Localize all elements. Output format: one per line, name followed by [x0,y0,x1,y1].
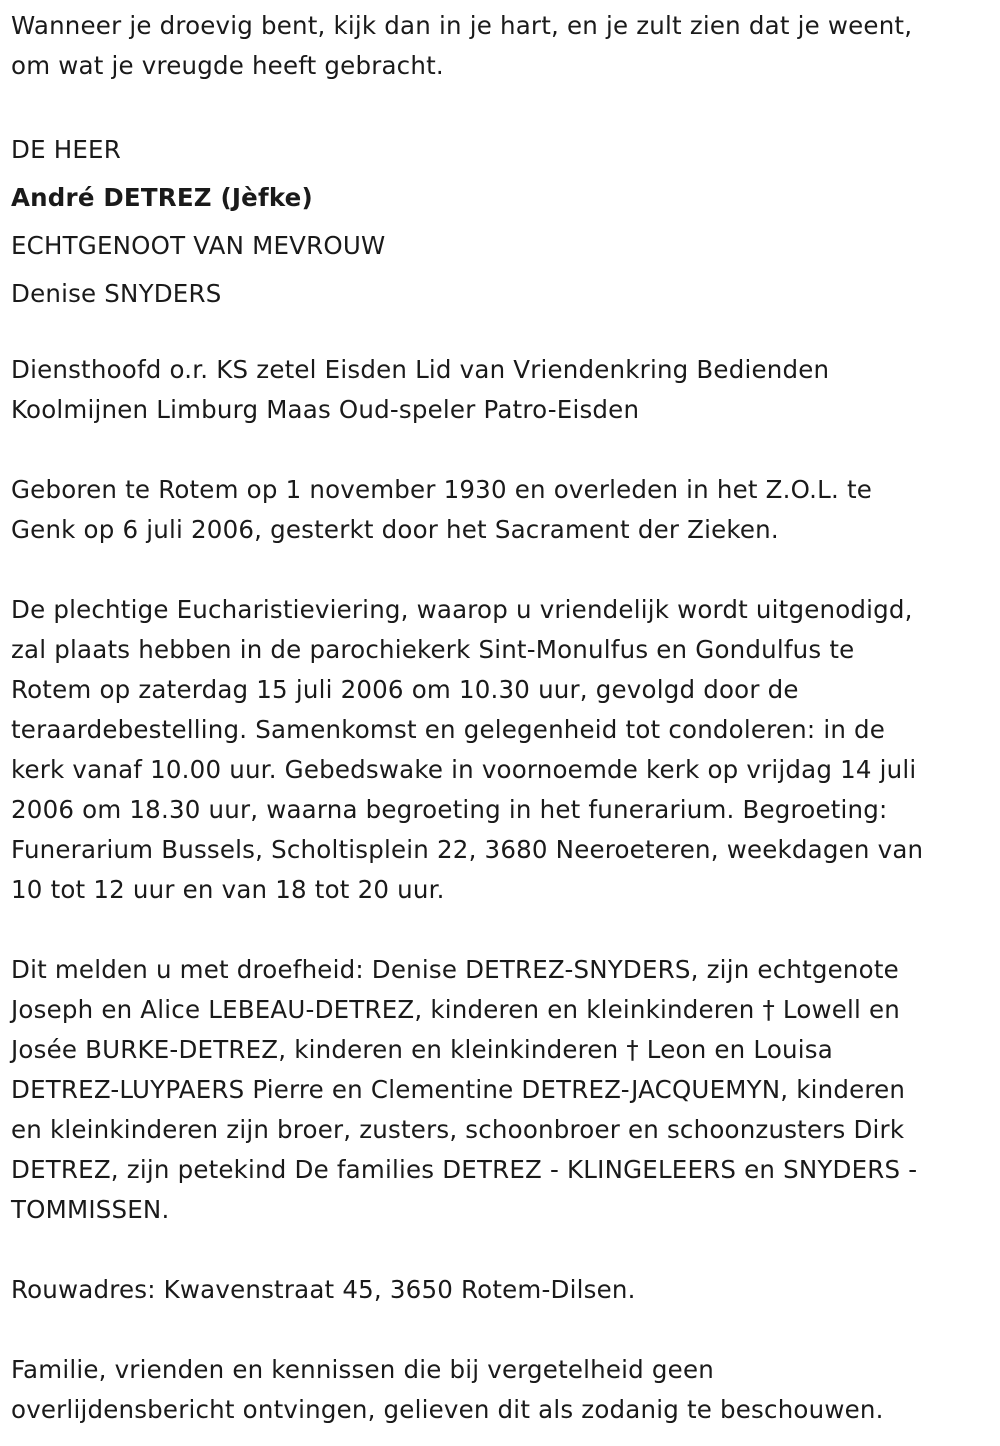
quote-line: Wanneer je droevig bent, kijk dan in je hart, en je zult zien dat je weent, [11,11,913,40]
obituary-page [11,6,986,1430]
closing-paragraph [11,1350,986,1430]
birth-death-line: Geboren te Rotem op 1 november 1930 en overleden in het Z.O.L. te [11,475,873,504]
opening-quote [11,6,986,86]
family-line: Dit melden u met droefheid: Denise DETREZ-SNYDERS, zijn echtgenote [11,955,899,984]
address-line: Rouwadres: Kwavenstraat 45, 3650 Rotem-Dilsen. [11,1275,636,1304]
birth-death-paragraph [11,470,986,550]
ceremony-line: 10 tot 12 uur en van 18 tot 20 uur. [11,875,445,904]
ceremony-line: De plechtige Eucharistieviering, waarop u vriendelijk wordt uitgenodigd, [11,595,913,624]
roles-line: Diensthoofd o.r. KS zetel Eisden Lid van Vriendenkring Bedienden [11,355,830,384]
relation-line: ECHTGENOOT VAN MEVROUW [11,231,386,260]
ceremony-line: 2006 om 18.30 uur, waarna begroeting in het funerarium. Begroeting: [11,795,888,824]
family-line: TOMMISSEN. [11,1195,170,1224]
title-line: DE HEER [11,135,121,164]
ceremony-line: Rotem op zaterdag 15 juli 2006 om 10.30 uur, gevolgd door de [11,675,799,704]
ceremony-line: Funerarium Bussels, Scholtisplein 22, 3680 Neeroeteren, weekdagen van [11,835,924,864]
ceremony-line: teraardebestelling. Samenkomst en gelegenheid tot condoleren: in de [11,715,886,744]
family-line: DETREZ-LUYPAERS Pierre en Clementine DETREZ-JACQUEMYN, kinderen [11,1075,906,1104]
family-line: Joseph en Alice LEBEAU-DETREZ, kinderen en kleinkinderen † Lowell en [11,995,901,1024]
family-line: Josée BURKE-DETREZ, kinderen en kleinkinderen † Leon en Louisa [11,1035,833,1064]
closing-line: overlijdensbericht ontvingen, gelieven dit als zodanig te beschouwen. [11,1395,884,1424]
family-line: en kleinkinderen zijn broer, zusters, schoonbroer en schoonzusters Dirk [11,1115,905,1144]
closing-line: Familie, vrienden en kennissen die bij vergetelheid geen [11,1355,714,1384]
deceased-name: André DETREZ (Jèfke) [11,183,313,212]
ceremony-line: kerk vanaf 10.00 uur. Gebedswake in voornoemde kerk op vrijdag 14 juli [11,755,917,784]
family-paragraph [11,950,986,1230]
roles-line: Koolmijnen Limburg Maas Oud-speler Patro-Eisden [11,395,640,424]
quote-line: om wat je vreugde heeft gebracht. [11,51,444,80]
family-line: DETREZ, zijn petekind De families DETREZ - KLINGELEERS en SNYDERS - [11,1155,918,1184]
roles-paragraph [11,350,986,430]
ceremony-line: zal plaats hebben in de parochiekerk Sint-Monulfus en Gondulfus te [11,635,855,664]
ceremony-paragraph [11,590,986,910]
address-paragraph [11,1270,986,1310]
deceased-header [11,126,986,318]
spouse-name: Denise SNYDERS [11,279,222,308]
birth-death-line: Genk op 6 juli 2006, gesterkt door het Sacrament der Zieken. [11,515,779,544]
